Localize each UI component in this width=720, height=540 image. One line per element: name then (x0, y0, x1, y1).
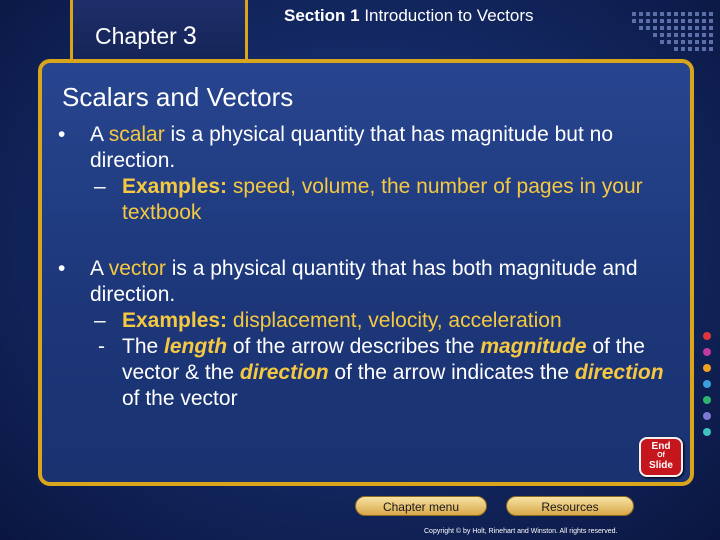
copyright-notice: Copyright © by Holt, Rinehart and Winston. All rights reserved. (424, 528, 618, 535)
grid-dot (681, 33, 685, 37)
decorative-side-dots (700, 332, 714, 444)
grid-dot (660, 26, 664, 30)
grid-dot (695, 26, 699, 30)
term-vector: vector (108, 257, 166, 280)
bullet-vector (58, 256, 678, 308)
grid-dot (667, 19, 671, 23)
of-label: Of (657, 452, 665, 459)
grid-dot (674, 40, 678, 44)
grid-dot (695, 40, 699, 44)
grid-dot (695, 12, 699, 16)
side-dot (703, 332, 711, 340)
note-text: of the arrow describes the (227, 335, 481, 358)
grid-dot (702, 19, 706, 23)
grid-dot (695, 47, 699, 51)
grid-dot (660, 12, 664, 16)
grid-dot (702, 26, 706, 30)
bullet-text: A (90, 123, 109, 146)
grid-dot (653, 19, 657, 23)
note-text: of the vector (122, 387, 238, 410)
grid-dot (674, 33, 678, 37)
grid-dot (674, 26, 678, 30)
grid-dot (709, 33, 713, 37)
end-of-slide-button[interactable] (639, 437, 683, 477)
grid-dot (709, 40, 713, 44)
section-heading (284, 6, 533, 26)
grid-dot (639, 12, 643, 16)
grid-dot (695, 19, 699, 23)
resources-button[interactable]: Resources (506, 496, 634, 516)
grid-dot (681, 47, 685, 51)
examples-label: Examples: (122, 175, 228, 198)
section-label: Section 1 (284, 6, 360, 25)
grid-dot (653, 12, 657, 16)
side-dot (703, 428, 711, 436)
grid-dot (702, 12, 706, 16)
examples-text: displacement, velocity, acceleration (227, 309, 562, 332)
grid-dot (660, 19, 664, 23)
sub-bullet-vector-examples (58, 308, 678, 334)
note-text: of the arrow indicates the (328, 361, 575, 384)
grid-dot (674, 12, 678, 16)
grid-dot (688, 26, 692, 30)
grid-dot (639, 19, 643, 23)
grid-dot (660, 40, 664, 44)
slide-content (58, 122, 678, 412)
term-magnitude: magnitude (480, 335, 587, 358)
side-dot (703, 412, 711, 420)
decorative-dot-grid (622, 6, 716, 56)
section-topic: Introduction to Vectors (364, 6, 534, 25)
grid-dot (674, 19, 678, 23)
sub-bullet-scalar-examples (58, 174, 678, 226)
chapter-number: 3 (182, 22, 197, 50)
grid-dot (709, 47, 713, 51)
grid-dot (667, 33, 671, 37)
chapter-label: Chapter (95, 23, 177, 49)
side-dot (703, 364, 711, 372)
grid-dot (681, 12, 685, 16)
grid-dot (681, 26, 685, 30)
grid-dot (674, 47, 678, 51)
slide-label: Slide (649, 460, 673, 471)
side-dot (703, 396, 711, 404)
grid-dot (702, 33, 706, 37)
grid-dot (646, 26, 650, 30)
grid-dot (667, 26, 671, 30)
examples-text: speed, volume, the number of pages in your textbook (122, 175, 643, 224)
grid-dot (709, 26, 713, 30)
bullet-text: is a physical quantity that has both magnitude and direction. (90, 257, 638, 306)
grid-dot (709, 12, 713, 16)
grid-dot (702, 40, 706, 44)
examples-label: Examples: (122, 309, 228, 332)
slide-title: Scalars and Vectors (62, 82, 294, 112)
bullet-scalar (58, 122, 678, 174)
term-direction: direction (239, 361, 329, 384)
grid-dot (646, 12, 650, 16)
chapter-heading (95, 22, 197, 51)
grid-dot (632, 12, 636, 16)
grid-dot (660, 33, 664, 37)
sub-bullet-dash: – (94, 309, 106, 332)
grid-dot (688, 47, 692, 51)
bullet-marker: • (58, 123, 66, 146)
end-label: End (651, 441, 671, 452)
bullet-text: is a physical quantity that has magnitude but no direction. (90, 123, 613, 172)
bullet-marker: • (58, 257, 66, 280)
grid-dot (688, 12, 692, 16)
grid-dot (681, 19, 685, 23)
grid-dot (667, 12, 671, 16)
bullet-text: A (90, 257, 109, 280)
grid-dot (688, 40, 692, 44)
grid-dot (709, 19, 713, 23)
grid-dot (702, 47, 706, 51)
grid-dot (632, 19, 636, 23)
side-dot (703, 380, 711, 388)
side-dot (703, 348, 711, 356)
grid-dot (681, 40, 685, 44)
term-scalar: scalar (108, 123, 165, 146)
term-direction: direction (574, 361, 664, 384)
sub-bullet-arrow-note (58, 334, 678, 412)
sub-bullet-dash: – (94, 175, 106, 198)
grid-dot (688, 19, 692, 23)
grid-dot (653, 33, 657, 37)
chapter-menu-button[interactable]: Chapter menu (355, 496, 487, 516)
grid-dot (688, 33, 692, 37)
note-text: The (122, 335, 165, 358)
grid-dot (667, 40, 671, 44)
note-text: of the vector & the (122, 335, 645, 384)
grid-dot (639, 26, 643, 30)
grid-dot (653, 26, 657, 30)
note-dash: - (98, 335, 105, 358)
grid-dot (695, 33, 699, 37)
term-length: length (164, 335, 228, 358)
grid-dot (646, 19, 650, 23)
